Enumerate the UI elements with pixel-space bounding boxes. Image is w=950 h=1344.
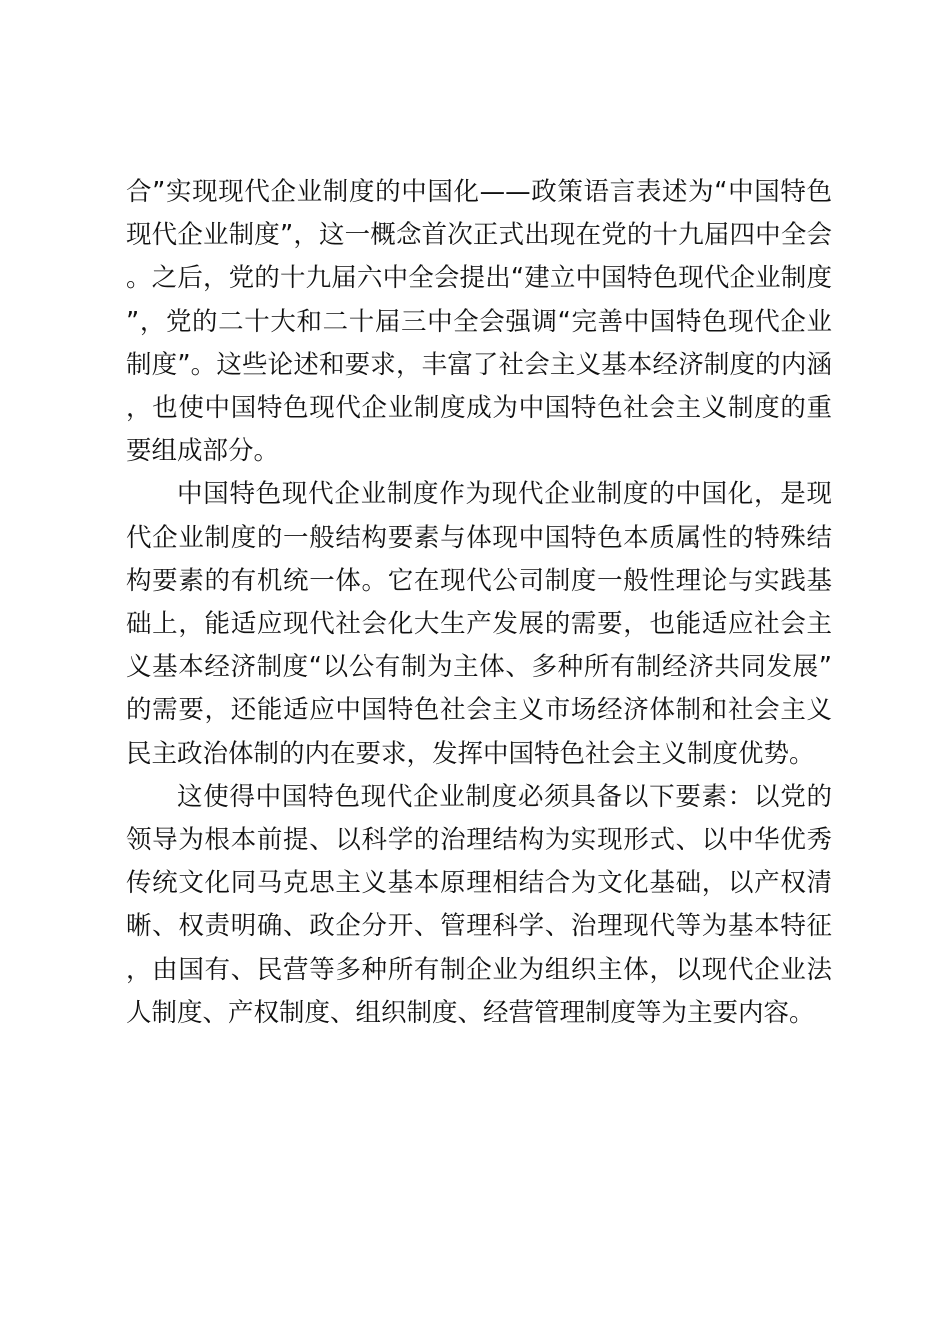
paragraph-required-elements: 这使得中国特色现代企业制度必须具备以下要素：以党的领导为根本前提、以科学的治理结构为实现形式、以中华优秀传统文化同马克思主义基本原理相结合为文化基础，以产权清晰、权责明确、政企分开、管理科学、治理现代等为基本特征，由国有、民营等多种所有制企业为组织主体，以现代企业法人制度、产权制度、组织制度、经营管理制度等为主要内容。: [126, 781, 832, 1028]
paragraph-continued: 合”实现现代企业制度的中国化——政策语言表述为“中国特色现代企业制度”，这一概念首次正式出现在党的十九届四中全会。之后，党的十九届六中全会提出“建立中国特色现代企业制度”，党的二十大和二十届三中全会强调“完善中国特色现代企业制度”。这些论述和要求，丰富了社会主义基本经济制度的内涵，也使中国特色现代企业制度成为中国特色社会主义制度的重要组成部分。: [126, 177, 832, 467]
document-body: [126, 171, 832, 1035]
paragraph-modern-enterprise-system: 中国特色现代企业制度作为现代企业制度的中国化，是现代企业制度的一般结构要素与体现中国特色本质属性的特殊结构要素的有机统一体。它在现代公司制度一般性理论与实践基础上，能适应现代社会化大生产发展的需要，也能适应社会主义基本经济制度“以公有制为主体、多种所有制经济共同发展”的需要，还能适应中国特色社会主义市场经济体制和社会主义民主政治体制的内在要求，发挥中国特色社会主义制度优势。: [126, 479, 832, 769]
